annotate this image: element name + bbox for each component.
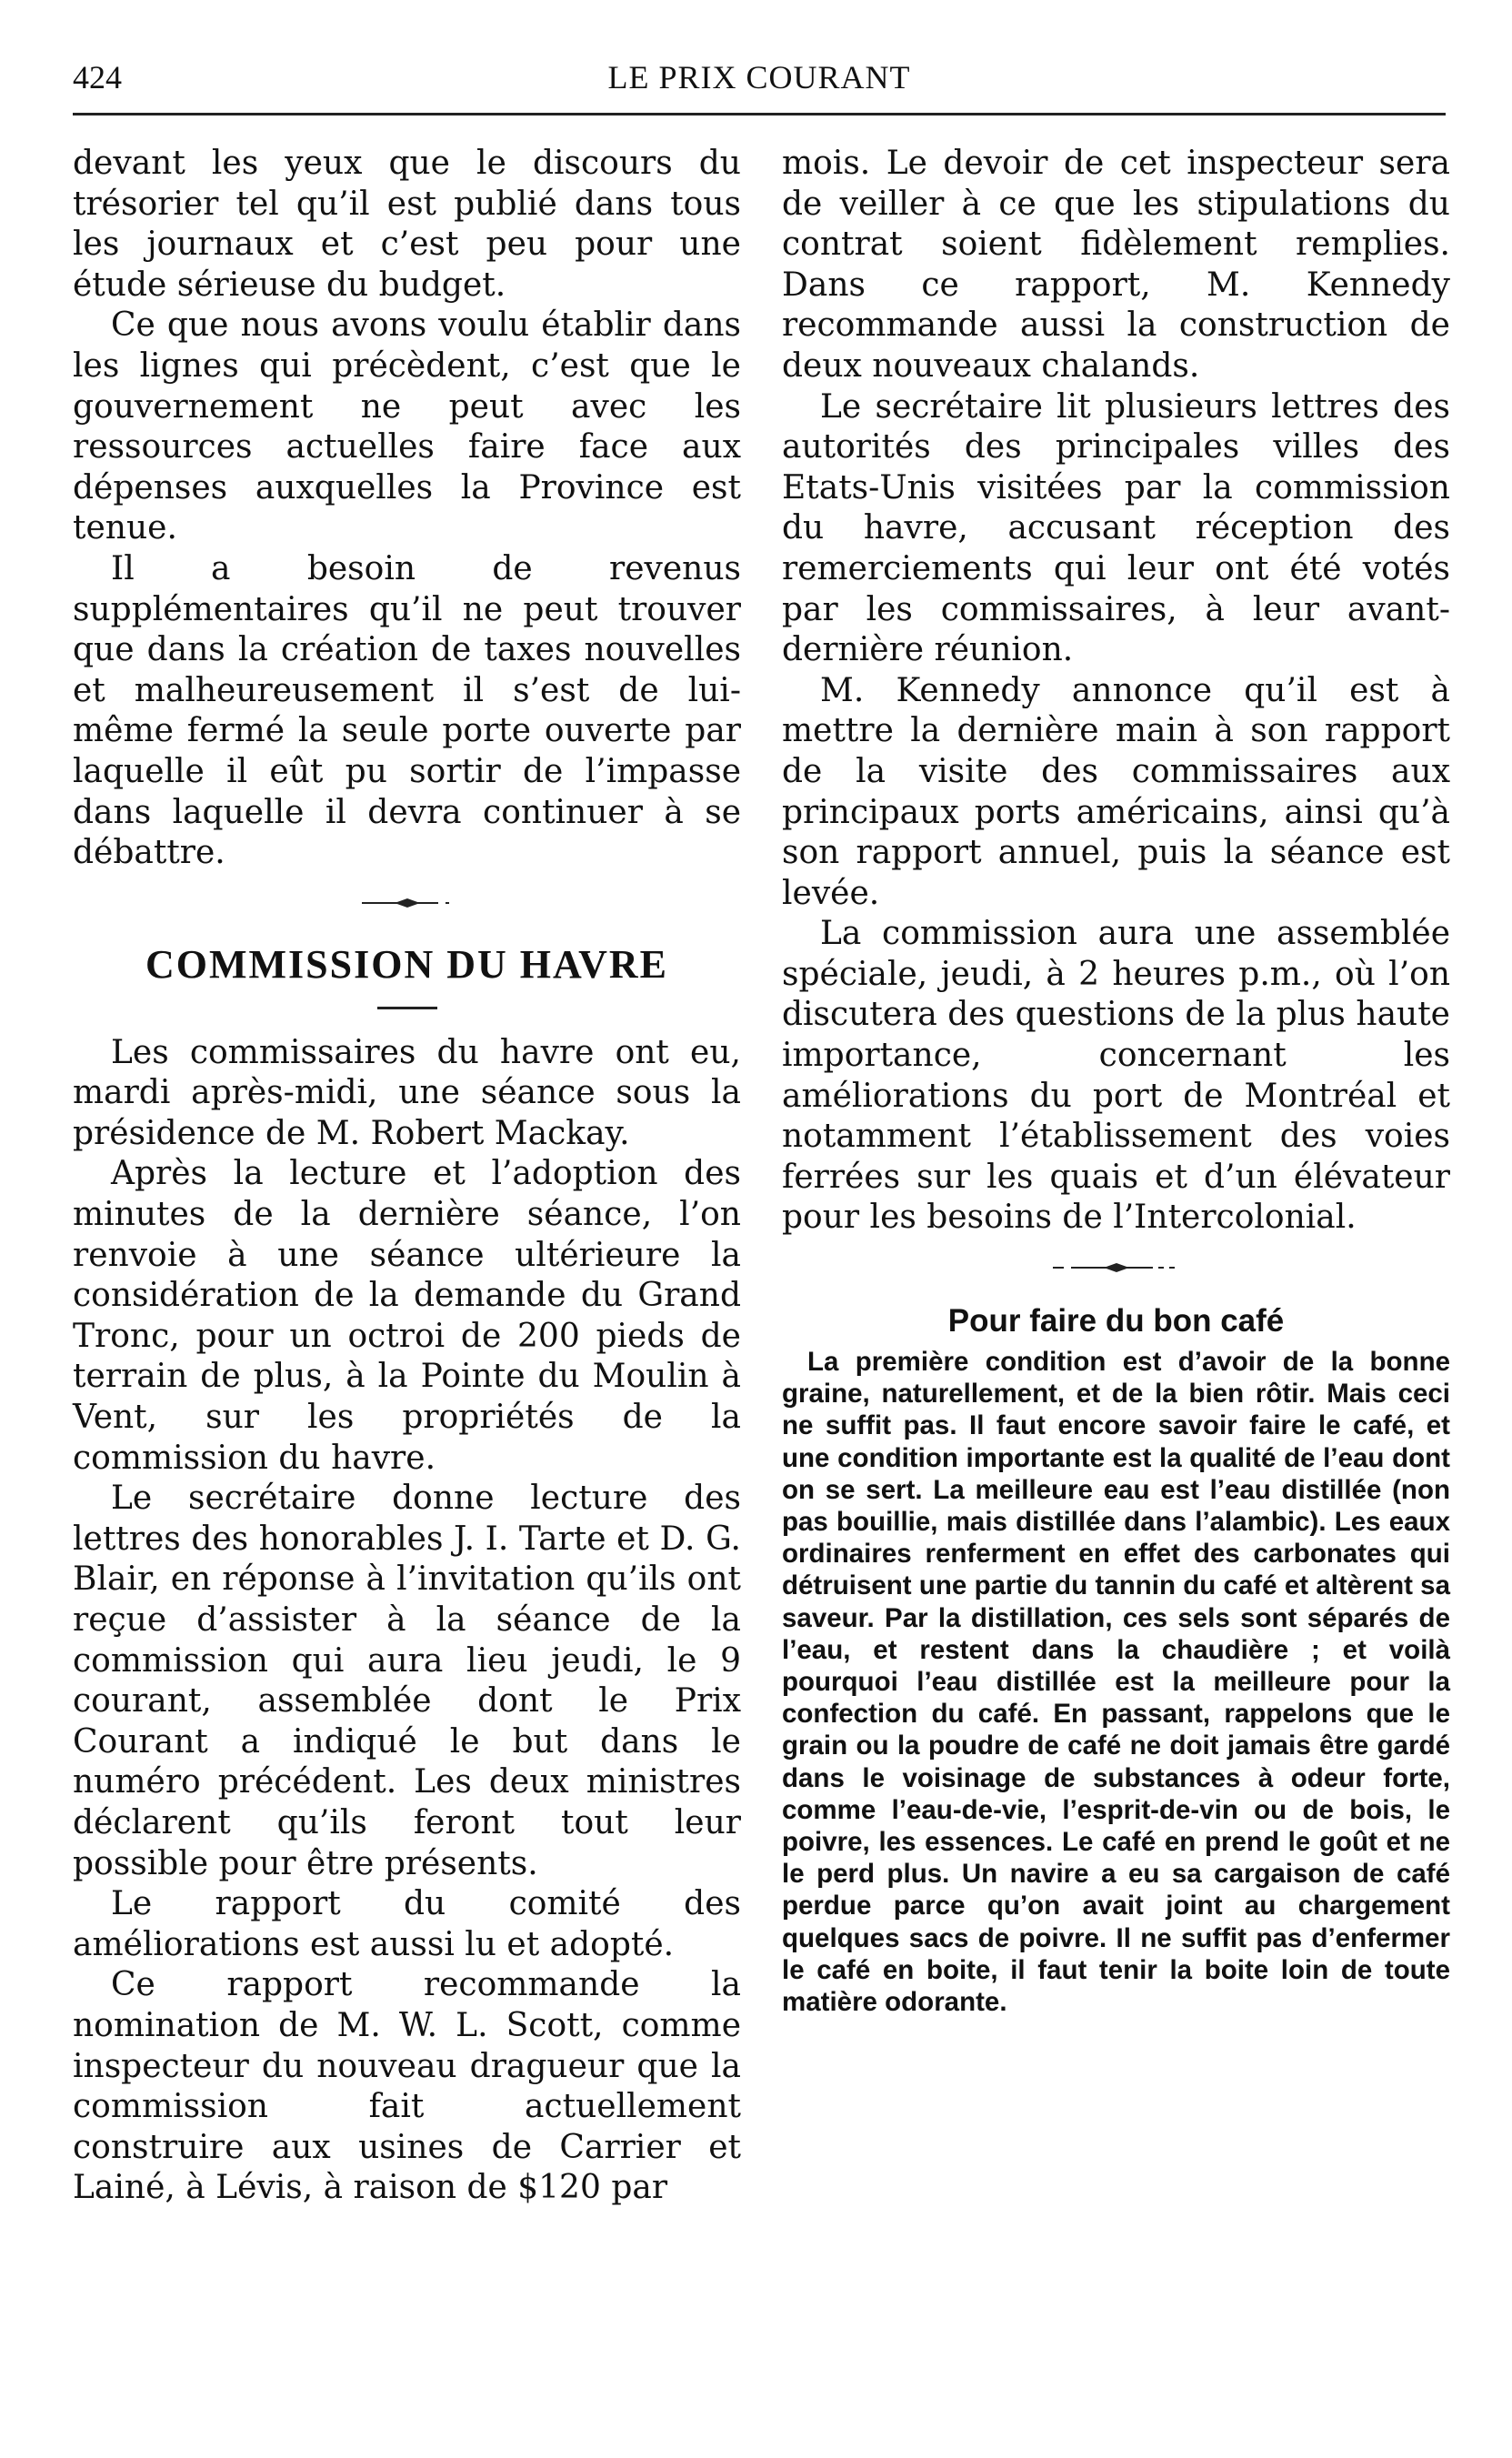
page-header [73, 58, 1446, 104]
paragraph: La commission aura une assemblée spéciale, jeudi, à 2 heures p.m., où l’on discutera des questions de la plus haute importance, concernant les améliorations du port de Montréal et notamment l’établissement des voies ferrées sur les quais et d’un élévateur pour les besoins de l’Intercolonial. [782, 915, 1450, 1237]
paragraph: M. Kennedy annonce qu’il est à mettre la dernière main à son rapport de la visite des commissaires aux principaux ports américains, ainsi qu’à son rapport annuel, puis la séance est levée. [782, 671, 1450, 912]
page-number: 424 [73, 59, 122, 95]
section-heading: COMMISSION DU HAVRE [145, 941, 669, 987]
heading-rule [377, 1007, 437, 1009]
paragraph: Ce que nous avons voulu établir dans les lignes qui précèdent, c’est que le gouvernement ne peut avec les ressources actuelles faire face aux dépenses auxquelles la Province est tenue. [73, 306, 741, 547]
paragraph: Les commissaires du havre ont eu, mardi après-midi, une séance sous la présidence de M. Robert Mackay. [73, 1033, 741, 1152]
paragraph: devant les yeux que le discours du trésorier tel qu’il est publié dans tous les journaux et c’est peu pour une étude sérieuse du budget. [73, 145, 741, 304]
header-rule [73, 113, 1446, 115]
paragraph: Il a besoin de revenus supplémentaires qu’il ne peut trouver que dans la création de taxes nouvelles et malheureusement il s’est de lui-même fermé la seule porte ouverte par laquelle il eût pu sortir de l’impasse dans laquelle il devra continuer à se débattre. [73, 549, 741, 872]
left-column [73, 144, 741, 2209]
paragraph: Le secrétaire donne lecture des lettres des honorables J. I. Tarte et D. G. Blair, en réponse à l’invitation qu’ils ont reçue d’assister à la séance de la commission qui aura lieu jeudi, le 9 courant, assemblée dont le Prix Courant a indiqué le but dans le numéro précédent. Les deux ministres déclarent qu’ils feront tout leur possible pour être présents. [73, 1480, 741, 1882]
ornament-divider-icon [73, 874, 741, 932]
ornament-divider-icon [782, 1239, 1450, 1297]
section-heading: Pour faire du bon café [947, 1303, 1285, 1339]
paragraph: La première condition est d’avoir de la bonne graine, naturellement, et de la bien rôtir. Mais ceci ne suffit pas. Il faut encore savoir faire le café, et une condition importante est la qualité de l’eau dont on se sert. La meilleure eau est l’eau distillée (non pas bouillie, mais distillée dans l’alambic). Les eaux ordinaires renferment en effet des carbonates qui détruisent une partie du tannin du café et altèrent sa saveur. Par la distillation, ces sels sont séparés de l’eau, et restent dans la chaudière ; et voilà pourquoi l’eau distillée est la meilleure pour la confection du café. En passant, rappelons que le grain ou la poudre de café ne doit jamais être gardé dans le voisinage de substances à odeur forte, comme l’eau-de-vie, l’esprit-de-vin ou de bois, le poivre, les essences. Le café en prend le goût et ne le perd plus. Un navire a eu sa cargaison de café perdue parce qu’on avait joint au chargement quelques sacs de poivre. Il ne suffit pas d’enfermer le café en boite, il faut tenir la boite loin de toute matière odorante. [782, 1347, 1450, 2018]
journal-title: LE PRIX COURANT [607, 59, 911, 95]
paragraph: Ce rapport recommande la nomination de M. W. L. Scott, comme inspecteur du nouveau dragueur que la commission fait actuellement construire aux usines de Carrier et Lainé, à Lévis, à raison de $120 par [73, 1966, 741, 2207]
paragraph: Le secrétaire lit plusieurs lettres des autorités des principales villes des Etats-Unis visitées par la commission du havre, accusant réception des remerciements qui leur ont été votés par les commissaires, à leur avant-dernière réunion. [782, 387, 1450, 669]
paragraph: Le rapport du comité des améliorations est aussi lu et adopté. [73, 1885, 741, 1963]
paragraph: mois. Le devoir de cet inspecteur sera de veiller à ce que les stipulations du contrat soient fidèlement remplies. Dans ce rapport, M. Kennedy recommande aussi la construction de deux nouveaux chalands. [782, 145, 1450, 385]
right-column [782, 144, 1450, 2018]
paragraph: Après la lecture et l’adoption des minutes de la dernière séance, l’on renvoie à une séance ultérieure la considération de la demande du Grand Tronc, pour un octroi de 200 pieds de terrain de plus, à la Pointe du Moulin à Vent, sur les propriétés de la commission du havre. [73, 1155, 741, 1477]
